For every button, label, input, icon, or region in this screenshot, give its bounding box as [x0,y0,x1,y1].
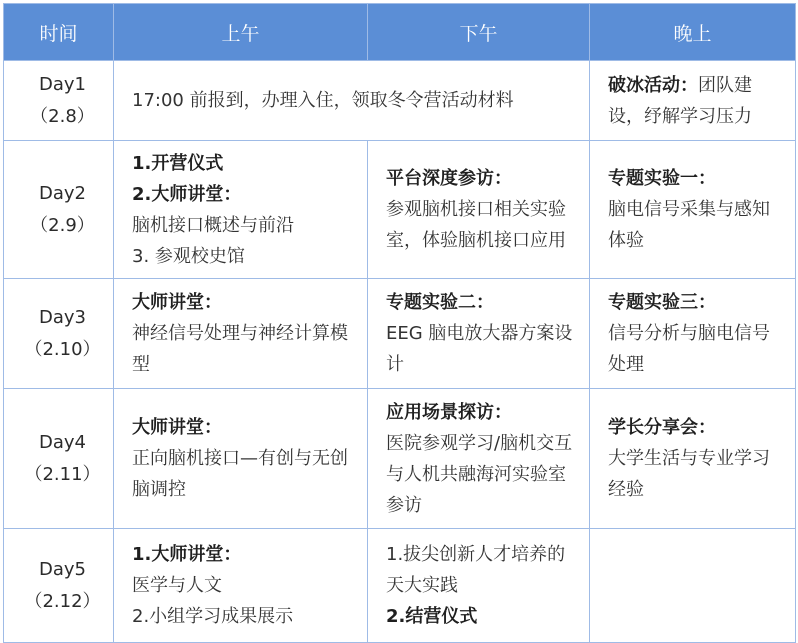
morning-cell [114,389,368,529]
header-afternoon: 下午 [368,4,590,61]
activity-title: 1.大师讲堂： [132,544,242,565]
day-date: （2.10） [24,338,101,360]
evening-cell [590,389,796,529]
table-row [4,529,796,643]
activity-body: 医院参观学习/脑机交互与人机共融海河实验室参访 [386,432,573,516]
header-evening: 晚上 [590,4,796,61]
afternoon-cell [368,529,590,643]
header-row [4,4,796,61]
activity-title: 专题实验一： [608,168,716,189]
activity-item: 2.小组学习成果展示 [132,606,294,627]
activity-item: 1.开营仪式 [132,152,224,174]
activity-title: 应用场景探访： [386,401,512,423]
day-cell [4,529,114,643]
day-date: （2.8） [30,105,95,127]
day-label: Day3 [39,306,86,328]
day1-daytime-cell: 17:00 前报到，办理入住，领取冬令营活动材料 [114,61,590,141]
activity-title: 专题实验三： [608,292,716,313]
activity-item: 3. 参观校史馆 [132,245,245,267]
evening-cell [590,279,796,389]
day-label: Day2 [39,182,86,204]
table-row [4,141,796,279]
evening-cell [590,529,796,643]
table-row [4,279,796,389]
activity-body: 信号分析与脑电信号处理 [608,323,770,375]
day-cell [4,141,114,279]
activity-body: 大学生活与专业学习经验 [608,448,770,500]
schedule-table [3,3,796,643]
activity-body: 团队建设，纾解学习压力 [608,74,752,127]
afternoon-cell [368,389,590,529]
morning-cell [114,141,368,279]
activity-title: 学长分享会： [608,417,716,438]
day-label: Day1 [39,73,86,95]
activity-title: 大师讲堂： [132,417,222,438]
day-cell [4,389,114,529]
activity-body: 正向脑机接口—有创与无创脑调控 [132,448,348,500]
day-cell [4,61,114,141]
morning-cell [114,279,368,389]
activity-body: EEG 脑电放大器方案设计 [386,323,573,375]
afternoon-cell [368,141,590,279]
activity-body: 神经信号处理与神经计算模型 [132,323,348,375]
activity-item: 2.结营仪式 [386,606,478,627]
activity-title: 2.大师讲堂： [132,183,242,205]
header-time: 时间 [4,4,114,61]
day-label: Day4 [39,431,86,453]
activity-title: 大师讲堂： [132,292,222,313]
day-date: （2.12） [24,590,101,612]
activity-body: 脑机接口概述与前沿 [132,214,294,236]
morning-cell [114,529,368,643]
activity-title: 破冰活动： [608,74,698,96]
table-row [4,61,796,141]
activity-title: 平台深度参访： [386,168,512,189]
activity-body: 医学与人文 [132,575,222,596]
day-date: （2.9） [30,214,95,236]
activity-item: 1.拔尖创新人才培养的天大实践 [386,544,566,596]
evening-cell [590,61,796,141]
activity-title: 专题实验二： [386,292,494,313]
table-row [4,389,796,529]
day-cell [4,279,114,389]
activity-body: 脑电信号采集与感知体验 [608,199,770,251]
afternoon-cell [368,279,590,389]
activity-body: 参观脑机接口相关实验室，体验脑机接口应用 [386,199,566,251]
day-date: （2.11） [24,463,101,485]
header-morning: 上午 [114,4,368,61]
day-label: Day5 [39,558,86,580]
evening-cell [590,141,796,279]
